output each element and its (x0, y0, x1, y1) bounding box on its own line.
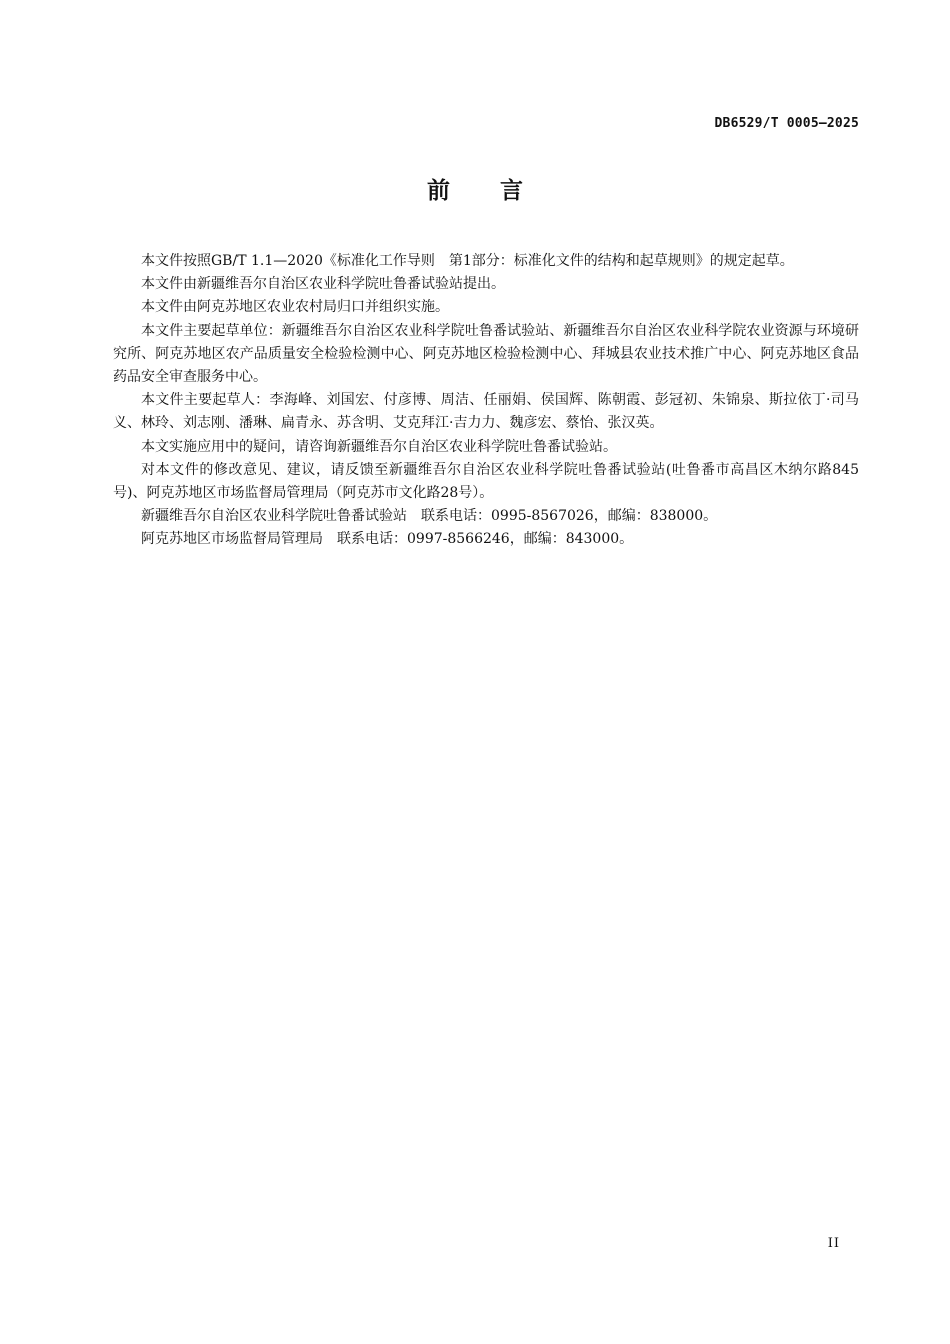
page-title: 前言 (427, 178, 573, 204)
paragraph-managed-by: 本文件由阿克苏地区农业农村局归口并组织实施。 (141, 299, 449, 316)
paragraph-proposed-by: 本文件由新疆维吾尔自治区农业科学院吐鲁番试验站提出。 (141, 276, 505, 293)
paragraph-contact-turpan: 新疆维吾尔自治区农业科学院吐鲁番试验站 联系电话：0995-8567026，邮编：838000。 (141, 508, 718, 525)
paragraph-drafters: 本文件主要起草人：李海峰、刘国宏、付彦博、周洁、任丽娟、侯国辉、陈朝霞、彭冠初、朱锦泉、斯拉依丁·司马义、林玲、刘志刚、潘琳、扁青永、苏含明、艾克拜江·吉力力、魏彦宏、蔡怡、张汉英。 (113, 392, 859, 432)
page-number: II (827, 1236, 840, 1251)
paragraph-feedback: 对本文件的修改意见、建议，请反馈至新疆维吾尔自治区农业科学院吐鲁番试验站(吐鲁番市高昌区木纳尔路845号)、阿克苏地区市场监督局管理局（阿克苏市文化路28号）。 (113, 461, 859, 502)
paragraph-inquiries: 本文实施应用中的疑问，请咨询新疆维吾尔自治区农业科学院吐鲁番试验站。 (141, 438, 617, 455)
paragraph-contact-aksu: 阿克苏地区市场监督局管理局 联系电话：0997-8566246，邮编：843000。 (141, 531, 634, 548)
foreword-body (113, 250, 859, 552)
paragraph-drafting-rules: 本文件按照GB/T 1.1—2020《标准化工作导则 第1部分：标准化文件的结构和起草规则》的规定起草。 (141, 253, 794, 269)
document-code: DB6529/T 0005—2025 (714, 116, 859, 131)
paragraph-drafting-units: 本文件主要起草单位：新疆维吾尔自治区农业科学院吐鲁番试验站、新疆维吾尔自治区农业科学院农业资源与环境研究所、阿克苏地区农产品质量安全检验检测中心、阿克苏地区检验检测中心、拜城县农业技术推广中心、阿克苏地区食品药品安全审查服务中心。 (113, 322, 859, 386)
